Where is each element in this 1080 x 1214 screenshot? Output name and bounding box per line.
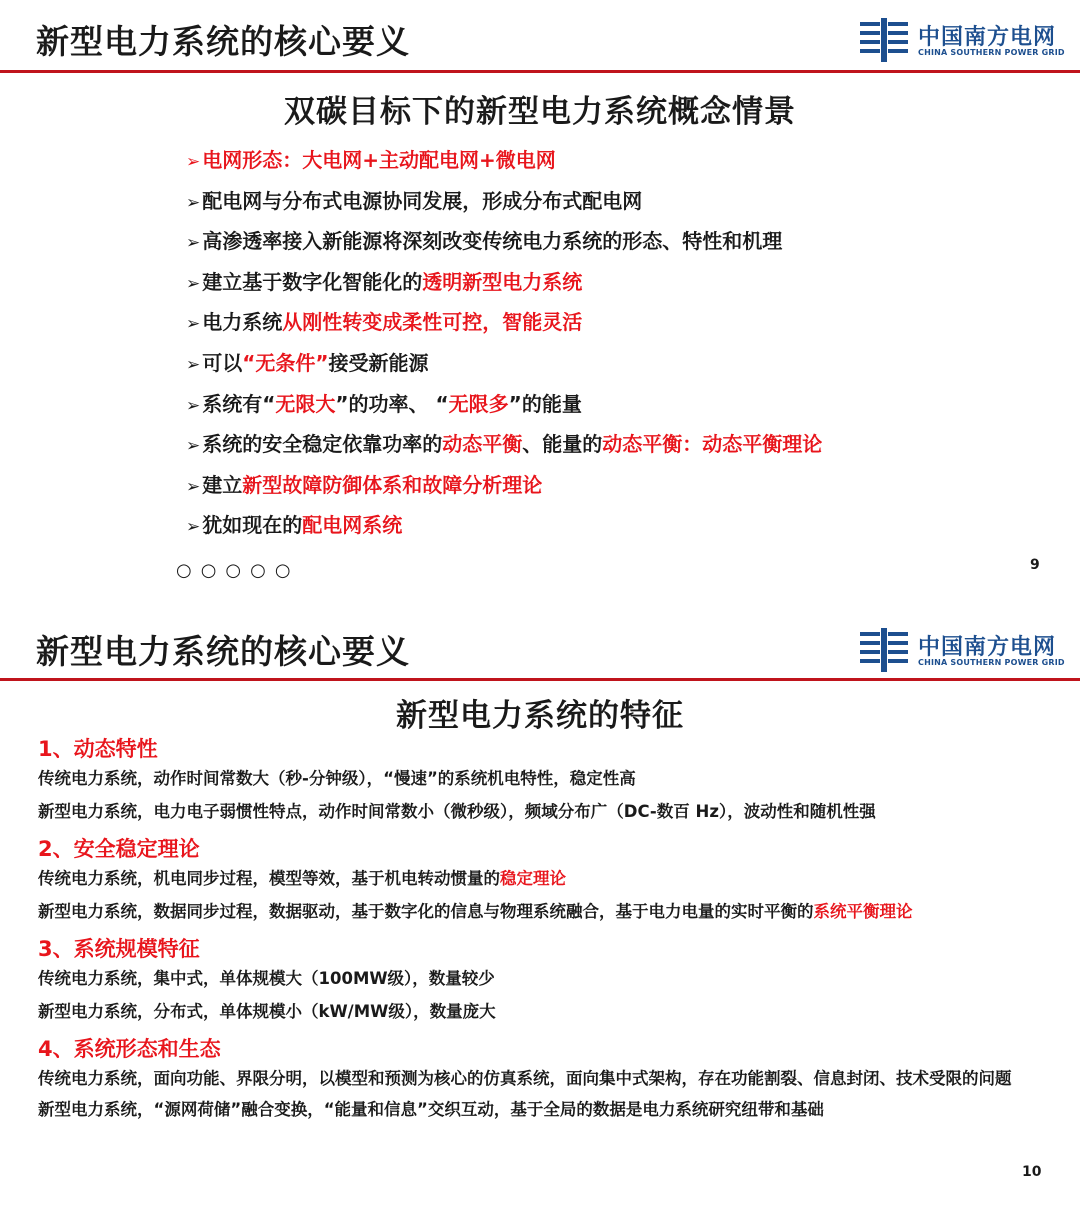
text-segment: 建立基于数字化智能化的: [202, 269, 423, 294]
header-title: 新型电力系统的核心要义: [36, 632, 410, 671]
text-segment: 传统电力系统，面向功能、界限分明，以模型和预测为核心的仿真系统，面向集中式架构，存在功能割裂、信息封闭、技术受限的问题: [38, 1069, 1012, 1088]
header-divider: [0, 678, 1080, 681]
section-heading: 4、系统形态和生态: [38, 1037, 221, 1061]
text-segment: ”的功率、 “: [335, 391, 449, 416]
csg-logo-icon: [860, 628, 910, 672]
header-divider: [0, 70, 1080, 73]
highlight-text: 透明新型电力系统: [422, 269, 583, 294]
arrow-bullet-icon: ➢: [186, 354, 201, 375]
logo-english-name: CHINA SOUTHERN POWER GRID: [918, 48, 1065, 57]
section-heading: 3、系统规模特征: [38, 937, 200, 961]
arrow-bullet-icon: ➢: [186, 517, 201, 538]
header-title: 新型电力系统的核心要义: [36, 22, 410, 61]
feature-sections: [38, 732, 1048, 1130]
bullet-list: [186, 140, 822, 546]
highlight-text: “无条件”: [242, 350, 329, 375]
text-segment: 配电网与分布式电源协同发展，形成分布式配电网: [202, 188, 643, 213]
highlight-text: 无限大: [275, 391, 336, 416]
company-logo: [860, 628, 1070, 672]
feature-line: [38, 1066, 1048, 1092]
bullet-item: [186, 262, 822, 303]
arrow-bullet-icon: ➢: [186, 476, 201, 497]
feature-line: [38, 966, 1048, 992]
text-segment: 新型电力系统，电力电子弱惯性特点，动作时间常数小（微秒级），频域分布广（DC-数百 Hz），波动性和随机性强: [38, 802, 876, 821]
highlight-text: 动态平衡: [442, 432, 523, 457]
text-segment: 建立: [202, 472, 243, 497]
feature-line: [38, 1097, 1048, 1123]
bullet-item: [186, 302, 822, 343]
pagination-dots: ○○○○○: [176, 560, 300, 581]
feature-line: [38, 899, 1048, 925]
bullet-item: [186, 424, 822, 465]
text-segment: 新型电力系统，分布式，单体规模小（kW/MW级），数量庞大: [38, 1002, 496, 1021]
arrow-bullet-icon: ➢: [186, 233, 201, 254]
bullet-item: [186, 465, 822, 506]
logo-chinese-name: 中国南方电网: [918, 635, 1057, 660]
section-heading: 1、动态特性: [38, 737, 158, 761]
company-logo: [860, 18, 1070, 62]
bullet-item: [186, 181, 822, 222]
section-heading: 2、安全稳定理论: [38, 837, 200, 861]
arrow-bullet-icon: ➢: [186, 314, 201, 335]
text-segment: 传统电力系统，动作时间常数大（秒-分钟级），“慢速”的系统机电特性，稳定性高: [38, 769, 636, 788]
text-segment: 传统电力系统，集中式，单体规模大（100MW级），数量较少: [38, 969, 495, 988]
arrow-bullet-icon: ➢: [186, 395, 201, 416]
highlight-text: 无限多: [448, 391, 509, 416]
highlight-text: 电网形态：大电网+主动配电网+微电网: [202, 148, 556, 172]
text-segment: 传统电力系统，机电同步过程，模型等效，基于机电转动惯量的: [38, 869, 500, 888]
feature-line: [38, 766, 1048, 792]
logo-chinese-name: 中国南方电网: [918, 25, 1057, 50]
page-number: 9: [1030, 557, 1040, 573]
bullet-item: [186, 221, 822, 262]
arrow-bullet-icon: ➢: [186, 273, 201, 294]
logo-english-name: CHINA SOUTHERN POWER GRID: [918, 658, 1065, 667]
text-segment: 犹如现在的: [202, 513, 303, 538]
text-segment: 高渗透率接入新能源将深刻改变传统电力系统的形态、特性和机理: [202, 229, 783, 254]
text-segment: 、能量的: [522, 432, 603, 457]
page-number: 10: [1022, 1164, 1042, 1180]
bullet-item: [186, 505, 822, 546]
slide-9: [0, 0, 1080, 600]
slide-subtitle: 双碳目标下的新型电力系统概念情景: [284, 94, 796, 130]
feature-line: [38, 799, 1048, 825]
csg-logo-icon: [860, 18, 910, 62]
text-segment: 系统的安全稳定依靠功率的: [202, 432, 443, 457]
highlight-text: 系统平衡理论: [813, 902, 913, 921]
slide-10: [0, 606, 1080, 1214]
feature-line: [38, 866, 1048, 892]
text-segment: 可以: [202, 350, 243, 375]
text-segment: 电力系统: [202, 310, 283, 335]
highlight-text: 新型故障防御体系和故障分析理论: [242, 472, 543, 497]
text-segment: 新型电力系统，“源网荷储”融合变换，“能量和信息”交织互动，基于全局的数据是电力系统研究纽带和基础: [38, 1100, 824, 1119]
bullet-item: [186, 140, 822, 181]
arrow-bullet-icon: ➢: [186, 152, 201, 172]
text-segment: 新型电力系统，数据同步过程，数据驱动，基于数字化的信息与物理系统融合，基于电力电量的实时平衡的: [38, 902, 814, 921]
text-segment: ”的能量: [508, 391, 582, 416]
highlight-text: 配电网系统: [302, 513, 403, 538]
slide-subtitle: 新型电力系统的特征: [396, 698, 684, 734]
bullet-item: [186, 384, 822, 425]
highlight-text: 从刚性转变成柔性可控，智能灵活: [282, 310, 583, 335]
highlight-text: 稳定理论: [500, 869, 566, 888]
arrow-bullet-icon: ➢: [186, 436, 201, 457]
text-segment: 接受新能源: [328, 350, 429, 375]
text-segment: 系统有“: [202, 391, 276, 416]
highlight-text: 动态平衡：动态平衡理论: [602, 432, 823, 457]
feature-line: [38, 999, 1048, 1025]
arrow-bullet-icon: ➢: [186, 192, 201, 213]
bullet-item: [186, 343, 822, 384]
